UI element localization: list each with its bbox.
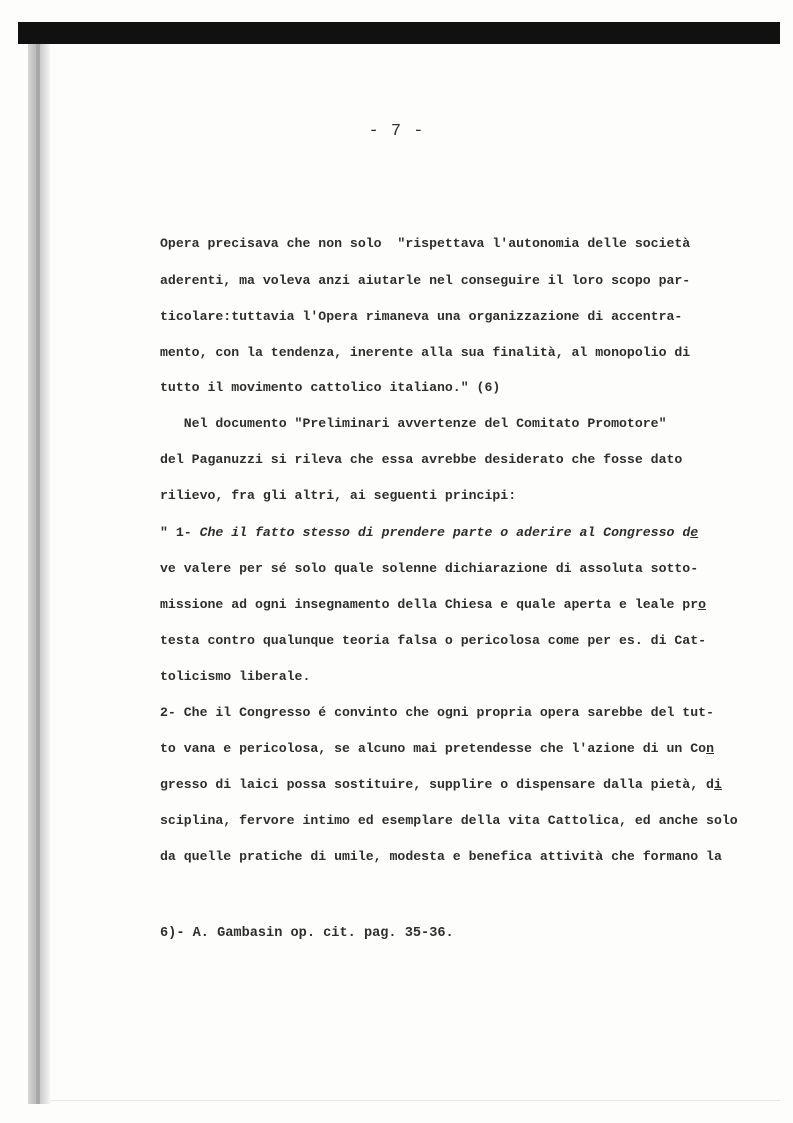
principle-2-line-3	[160, 777, 722, 792]
body-line-4: mento, con la tendenza, inerente alla sua finalità, al monopolio di	[160, 345, 691, 360]
body-line-7: del Paganuzzi si rileva che essa avrebbe desiderato che fosse dato	[160, 452, 683, 467]
principle-1-italic-text: Che il fatto stesso di prendere parte o aderire al Congresso d	[199, 525, 691, 540]
principle-1-line-3	[160, 597, 706, 612]
principle-1-line-2: ve valere per sé solo quale solenne dichiarazione di assoluta sotto-	[160, 561, 699, 576]
body-line-6: Nel documento "Preliminari avvertenze del Comitato Promotore"	[160, 416, 667, 431]
page-number: - 7 -	[368, 122, 425, 141]
scan-bottom-edge	[50, 1100, 780, 1101]
body-line-8: rilievo, fra gli altri, ai seguenti principi:	[160, 488, 517, 503]
principle-2-line-5: da quelle pratiche di umile, modesta e benefica attività che formano la	[160, 849, 722, 864]
body-line-2: aderenti, ma voleva anzi aiutarle nel conseguire il loro scopo par-	[160, 273, 691, 288]
principle-2-line-3-text: gresso di laici possa sostituire, supplire o dispensare dalla pietà, d	[160, 777, 714, 792]
principle-1-line-4: testa contro qualunque teoria falsa o pericolosa come per es. di Cat-	[160, 633, 707, 648]
principle-2-line-2-underlined: n	[706, 741, 714, 756]
scan-top-border	[18, 22, 780, 44]
principle-2-line-2	[160, 741, 714, 756]
principle-1-line-3-underlined: o	[698, 597, 707, 612]
body-line-1: Opera precisava che non solo "rispettava l'autonomia delle società	[160, 236, 691, 251]
principle-2-line-2-text: to vana e pericolosa, se alcuno mai pretendesse che l'azione di un Co	[160, 741, 707, 756]
principle-1-line-3-text: missione ad ogni insegnamento della Chiesa e quale aperta e leale pr	[160, 597, 699, 612]
principle-1-line-5: tolicismo liberale.	[160, 669, 311, 684]
scan-left-binding	[36, 44, 40, 1104]
principle-1-underlined-letter: e	[690, 525, 699, 540]
body-line-3: ticolare:tuttavia l'Opera rimaneva una organizzazione di accentra-	[160, 309, 683, 324]
principle-2-line-1: 2- Che il Congresso é convinto che ogni propria opera sarebbe del tut-	[160, 705, 714, 720]
principle-1-first-line	[160, 525, 698, 540]
principle-1-prefix: " 1-	[160, 525, 200, 540]
footnote: 6)- A. Gambasin op. cit. pag. 35-36.	[160, 926, 454, 941]
principle-2-line-3-underlined: i	[713, 777, 722, 792]
principle-2-line-4: sciplina, fervore intimo ed esemplare della vita Cattolica, ed anche solo	[160, 813, 738, 828]
body-line-5: tutto il movimento cattolico italiano." (6)	[160, 380, 501, 395]
